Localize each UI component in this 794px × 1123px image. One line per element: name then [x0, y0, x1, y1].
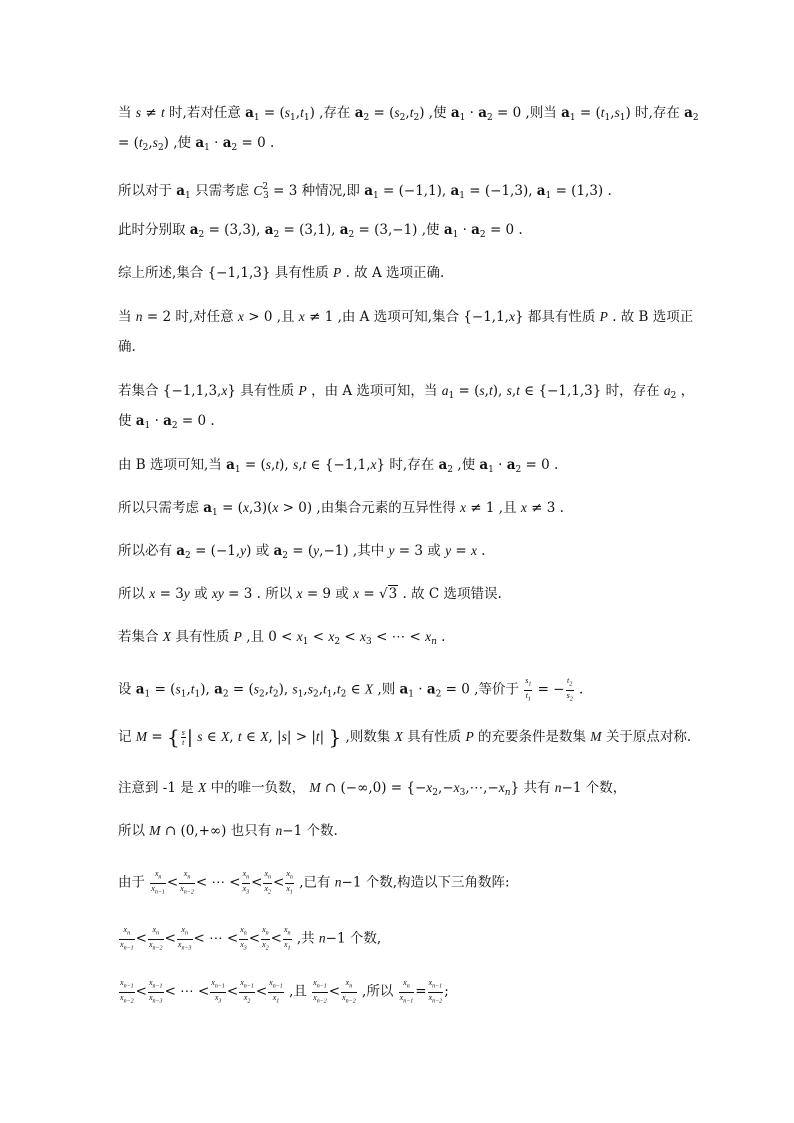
text: ,且	[276, 309, 295, 325]
text: ,由 A 选项可知,集合	[337, 309, 459, 325]
text: 种情况,即	[301, 183, 360, 199]
text: ,等价于	[474, 681, 519, 698]
text: . 故 B 选项正	[612, 309, 694, 325]
text: 综上所述,集合	[118, 265, 204, 281]
text: 或	[335, 586, 349, 602]
text: 确.	[118, 339, 136, 355]
text: 都具有性质	[527, 309, 596, 325]
text: 个数,构造以下三角数阵:	[365, 874, 510, 891]
text-line-6: 当 n = 2 时,对任意 x > 0 ,且 x ≠ 1 ,由 A 选项可知,集合 {−1,1,x} 都具有性质 P . 故 B 选项正	[118, 309, 694, 325]
text: 也只有	[230, 823, 272, 839]
text: 当	[118, 105, 132, 121]
text: 个数，	[585, 780, 627, 796]
text: 具有性质	[274, 265, 329, 281]
text-line-15: 设 $a_1 = (s_1,t_1)$, $a_2 = (s_2,t_2)$, $s_1,s_2,t_1,t_2$ ∈ X ,则 $a_1 \cdot a_2 = 0$ ,等价于 $\frac{s_1}{t_1}$ = − $\frac{t_2}{s_2}$ .	[118, 676, 584, 703]
text: 所以	[118, 586, 145, 602]
text: . 故 A 选项正确.	[345, 265, 445, 281]
text-line-14: 若集合 X 具有性质 P ,且 $0 < x_1 < x_2 < x_3$ < ⋯ < $x_n$ .	[118, 629, 446, 647]
text: ,且	[246, 629, 264, 645]
text-line-7	[118, 338, 136, 356]
text: 时,存在	[635, 105, 680, 121]
text: ,使	[457, 457, 476, 473]
text-line-17: 注意到 -1 是 X 中的唯一负数， M ∩ $(-\infty,0) = \{-x_2,-x_3,\cdots,-x_n\}$ 共有 n−1 个数，	[118, 780, 627, 798]
text: 当	[118, 309, 132, 325]
text: 由于	[118, 874, 145, 891]
text: 时，存在	[605, 383, 660, 399]
text: . 所以	[256, 586, 293, 602]
text: 此时分别取	[118, 222, 186, 238]
text: 或	[427, 543, 441, 559]
text: 或	[255, 543, 270, 559]
text: ,存在	[319, 105, 351, 121]
text: 注意到 -1 是	[118, 780, 194, 796]
text: 所以	[118, 823, 145, 839]
text-line-8: 若集合 {−1,1,3,x} 具有性质 P ，由 A 选项可知，当 $a_1 = (s,t)$, s,t ∈ {−1,1,3} 时，存在 $a_2$ ，	[118, 383, 695, 401]
text: ,其中	[352, 543, 385, 559]
text: 具有性质	[175, 629, 230, 645]
text: 只需考虑	[195, 183, 250, 199]
text-line-1: 当 s ≠ t 时,若对任意 $a_1 = (s_1,t_1)$ ,存在 $a_2 = (s_2,t_2)$ ,使 $a_1 \cdot a_2 = 0$ ,则当 $a_1 = (t_1,s_1)$ 时,存在 $a_2$	[118, 105, 699, 123]
text: 具有性质	[240, 383, 295, 399]
text-line-20: $\frac{x_n}{x_{n-1}}$ < $\frac{x_n}{x_{n-2}}$ < $\frac{x_n}{x_{n-3}}$ < ⋯ < $\frac{x_n}{x_3}$ < $\frac{x_n}{x_2}$ < $\frac{x_n}{x_1}$ ,共 n−1 个数,	[120, 925, 382, 952]
text: ,由集合元素的互异性得	[316, 500, 456, 516]
text: 共有	[523, 780, 551, 796]
text: 若集合	[118, 383, 159, 399]
text: 的充要条件是数集	[478, 729, 586, 745]
text: 中的唯一负数，	[210, 780, 306, 796]
text: 所以必有	[118, 543, 172, 559]
text: ，	[680, 383, 695, 399]
text: 个数.	[306, 823, 338, 839]
text: ,且	[289, 983, 307, 1000]
text-line-5: 综上所述,集合 {−1,1,3} 具有性质 P . 故 A 选项正确.	[118, 265, 445, 281]
text: 使	[118, 413, 132, 429]
text-line-12: 所以必有 $a_2 = (-1,y)$ 或 $a_2 = (y,-1)$ ,其中 y = 3 或 y = x .	[118, 543, 486, 561]
text: ,且	[498, 500, 517, 516]
text: ,使	[173, 135, 192, 151]
text: 若集合	[118, 629, 159, 645]
text: 记	[118, 729, 132, 745]
text: . 故 C 选项错误.	[402, 586, 502, 602]
text-line-16: 记 M = { $\frac{s}{t}$ | s ∈ X, t ∈ X, |s| > |t| } ,则数集 X 具有性质 P 的充要条件是数集 M 关于原点对称.	[118, 725, 692, 749]
text: 个数,	[349, 930, 382, 947]
text: 时,存在	[389, 457, 435, 473]
text: ，由 A 选项可知，当	[311, 383, 438, 399]
text: 所以只需考虑	[118, 500, 199, 516]
text: 关于原点对称.	[605, 729, 692, 745]
text: ,使	[428, 105, 447, 121]
text-line-4: 此时分别取 $a_2 = (3,3)$, $a_2 = (3,1)$, $a_2 = (3,-1)$ ,使 $a_1 \cdot a_2 = 0$ .	[118, 222, 523, 240]
text: ,则数集	[345, 729, 391, 745]
text-line-11: 所以只需考虑 $a_1 = (x,3)(x > 0)$ ,由集合元素的互异性得 x ≠ 1 ,且 x ≠ 3 .	[118, 500, 564, 518]
text: 由 B 选项可知,当	[118, 457, 222, 473]
text: ,则	[377, 681, 396, 698]
text: 时,对任意	[175, 309, 234, 325]
text-line-13: 所以 x = 3y 或 xy = 3 . 所以 x = 9 或 x = √3 . 故 C 选项错误.	[118, 586, 502, 602]
text-line-18: 所以 M ∩ (0,+∞) 也只有 n−1 个数.	[118, 823, 338, 839]
text-line-2: = $(t_2,s_2)$ ,使 $a_1 \cdot a_2 = 0$ .	[118, 135, 275, 153]
text-line-19: 由于 $\frac{x_n}{x_{n-1}}$ < $\frac{x_n}{x_{n-2}}$ < ⋯ < $\frac{x_n}{x_3}$ < $\frac{x_n}{x_2}$ < $\frac{x_n}{x_1}$ ,已有 n−1 个数,构造以下三角数阵:	[118, 869, 510, 896]
text: ,已有	[299, 874, 331, 891]
text: 时,若对任意	[169, 105, 241, 121]
text: 或	[194, 586, 208, 602]
text: 具有性质	[407, 729, 462, 745]
text-line-10: 由 B 选项可知,当 $a_1 = (s,t)$, s,t ∈ {−1,1,x} 时,存在 $a_2$ ,使 $a_1 \cdot a_2 = 0$ .	[118, 457, 559, 475]
text: ,使	[421, 222, 440, 238]
text: 设	[118, 681, 132, 698]
text: ,则当	[525, 105, 557, 121]
text: ,所以	[362, 983, 394, 1000]
text-line-21: $\frac{x_{n-1}}{x_{n-2}}$ < $\frac{x_{n-1}}{x_{n-3}}$ < ⋯ < $\frac{x_{n-1}}{x_3}$ < $\frac{x_{n-1}}{x_2}$ < $\frac{x_{n-1}}{x_1}$ ,且 $\frac{x_{n-1}}{x_{n-2}}$ < $\frac{x_n}{x_{n-2}}$ ,所以 $\frac{x_n}{x_{n-1}}$ = $\frac{x_{n-1}}{x_{n-2}}$ ;	[120, 978, 449, 1005]
text: 所以对于	[118, 183, 172, 199]
text-line-9: 使 $a_1 \cdot a_2 = 0$ .	[118, 413, 215, 431]
text-line-3: 所以对于 $a_1$ 只需考虑 $C^2_3 = 3$ 种情况,即 $a_1 = (-1,1)$, $a_1 = (-1,3)$, $a_1 = (1,3)$ .	[118, 182, 612, 201]
text: ,共	[296, 930, 315, 947]
